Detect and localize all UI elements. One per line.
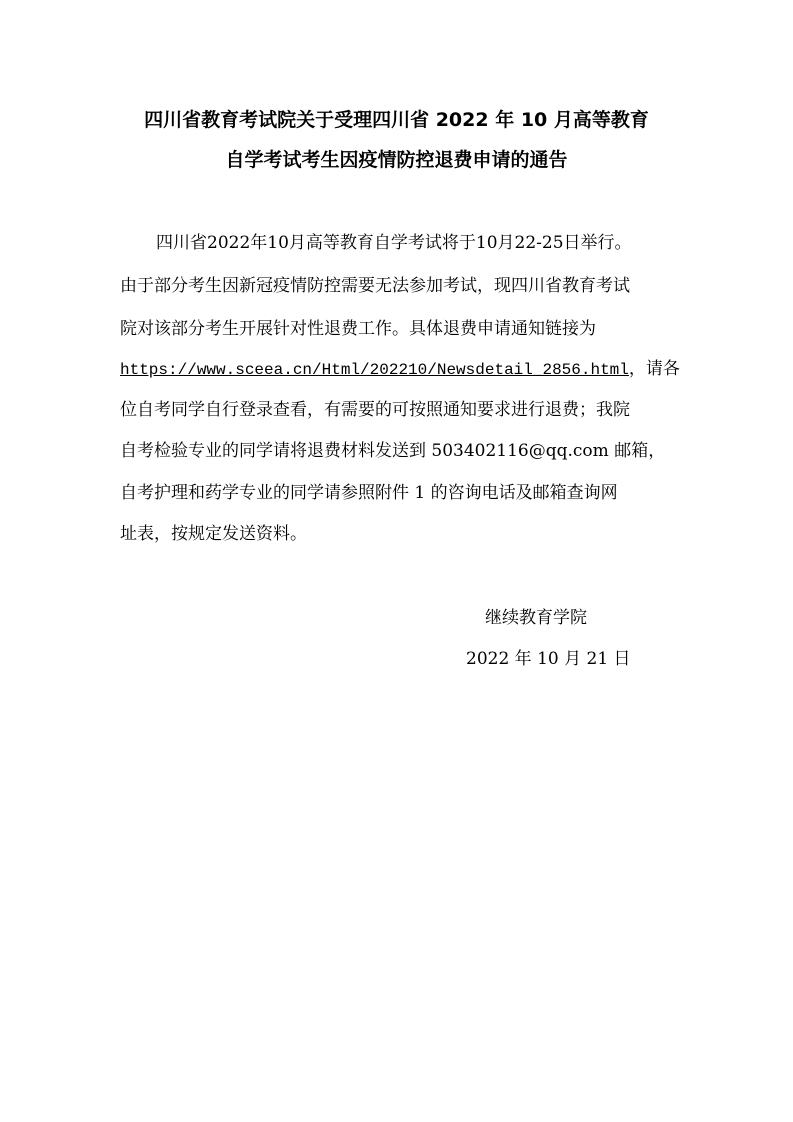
- body-paragraph-line: 址表，按规定发送资料。: [120, 524, 307, 544]
- body-paragraph-line: 自考护理和药学专业的同学请参照附件 1 的咨询电话及邮箱查询网: [120, 483, 618, 503]
- document-title-line-2: 自学考试考生因疫情防控退费申请的通告: [225, 149, 568, 171]
- body-paragraph-line-with-link: [120, 358, 680, 381]
- body-paragraph-line: 自考检验专业的同学请将退费材料发送到 503402116@qq.com 邮箱，: [120, 441, 666, 461]
- body-paragraph-line: 由于部分考生因新冠疫情防控需要无法参加考试，现四川省教育考试: [120, 276, 630, 296]
- signature-date: 2022 年 10 月 21 日: [466, 649, 631, 669]
- body-paragraph-line: 院对该部分考生开展针对性退费工作。具体退费申请通知链接为: [120, 319, 596, 339]
- signature-organization: 继续教育学院: [485, 608, 587, 628]
- body-paragraph-line: 四川省2022年10月高等教育自学考试将于10月22-25日举行。: [156, 233, 632, 253]
- document-title-line-1: 四川省教育考试院关于受理四川省 2022 年 10 月高等教育: [144, 109, 649, 131]
- body-text-suffix: ，请各: [628, 359, 680, 379]
- body-paragraph-line: 位自考同学自行登录查看，有需要的可按照通知要求进行退费；我院: [120, 400, 630, 420]
- refund-notice-link[interactable]: https://www.sceea.cn/Html/202210/Newsdetail_2856.html: [120, 361, 629, 379]
